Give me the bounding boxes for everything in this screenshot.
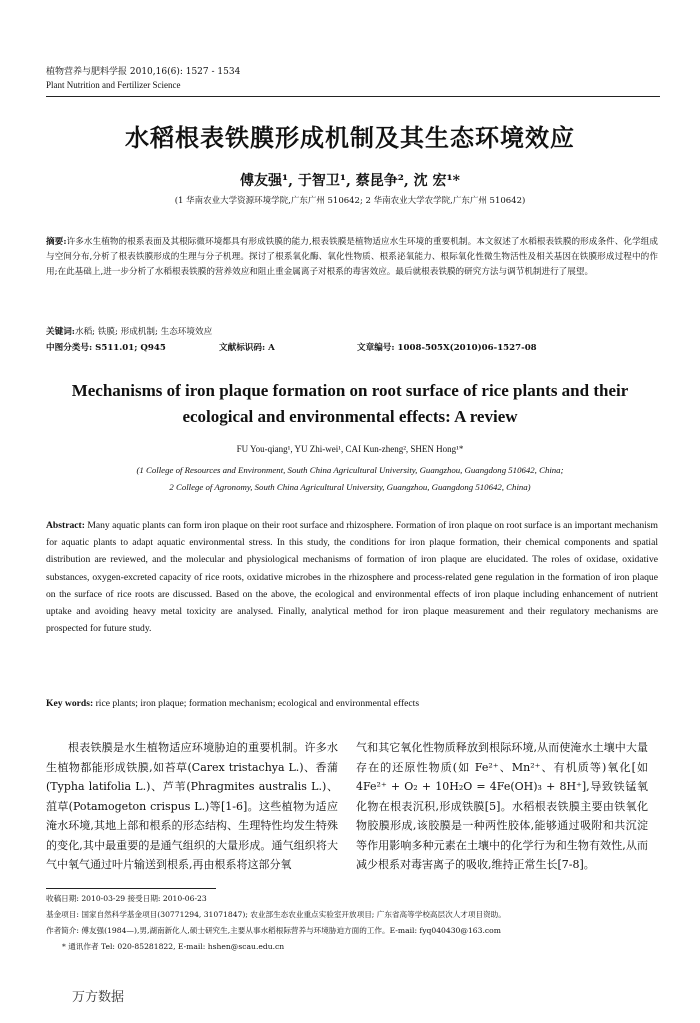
clc-number: 中图分类号: S511.01; Q945 <box>46 343 166 353</box>
english-affiliation-2: 2 College of Agronomy, South China Agricultural University, Guangzhou, Guangdong 510642, China) <box>169 482 531 492</box>
english-title: Mechanisms of iron plaque formation on root surface of rice plants and their ecological and environmental effects: A review <box>71 381 629 426</box>
chinese-title: 水稻根表铁膜形成机制及其生态环境效应 <box>125 123 575 152</box>
english-authors: FU You-qiang¹, YU Zhi-wei¹, CAI Kun-zheng², SHEN Hong¹* <box>236 444 464 454</box>
english-abstract-text: Many aquatic plants can form iron plaque on their root surface and rhizosphere. Formation of iron plaque on root surface is an important mechanism for aquatic plants to adapt aquatic environmental stress. In this study, the conditions for iron plaque formation, their chemical components and spatial distribution are reviewed, and the molecular and physiological mechanisms of formation of iron plaque are elucidated. The roles of oxidase, oxidative substances, oxygen-excreted capacity of rice roots, oxidative microbes in the rhizosphere and process-related gene regulation in the formation of iron plaque on the surface of rice roots are discussed. Based on the above, the ecological and environmental effects of iron plaque including enhancement of nutrient uptake and avoiding heavy metal toxicity are analysed. Finally, analytical method for iron plaque measurement and their regulatory mechanisms are prospected for future study. <box>46 520 658 635</box>
footnote-author-bio: 作者简介: 傅友强(1984—),男,湖南新化人,硕士研究生,主要从事水稻根际营养与环境胁迫方面的工作。E-mail: fyq040430@163.com <box>46 926 501 935</box>
chinese-keywords-label: 关键词: <box>46 327 75 337</box>
footnote-divider <box>46 888 216 889</box>
watermark: 万方数据 <box>72 990 125 1005</box>
english-abstract-label: Abstract: <box>46 520 85 531</box>
journal-header <box>46 66 240 92</box>
english-affiliation-1: (1 College of Resources and Environment, South China Agricultural University, Guangzhou, Guangdong 510642, China; <box>136 465 564 475</box>
footnote-dates: 收稿日期: 2010-03-29 接受日期: 2010-06-23 <box>46 894 207 903</box>
footnote-funding: 基金项目: 国家自然科学基金项目(30771294, 31071847); 农业部生态农业重点实验室开放项目; 广东省高等学校高层次人才项目资助。 <box>46 910 506 919</box>
journal-name-cn: 植物营养与肥料学报 2010,16(6): 1527 - 1534 <box>46 67 241 77</box>
classification-line <box>46 341 666 353</box>
body-column-left: 根表铁膜是水生植物适应环境胁迫的重要机制。许多水生植物都能形成铁膜,如苔草(Carex tristachya L.)、香蒲(Typha latifolia L.)、芦苇(Phragmites australis L.)、菹草(Potamogeton crispus L.)等[1-6]。这些植物为适应淹水环境,其地上部和根系的形态结构、生理特性均发生特殊的变化,其中最重要的是通气组织的大量形成。通气组织将大气中氧气通过叶片输送到根系,再由根系将这部分氧 <box>46 741 338 871</box>
english-keywords <box>46 698 419 709</box>
journal-name-en: Plant Nutrition and Fertilizer Science <box>46 80 181 90</box>
english-abstract <box>46 517 658 637</box>
chinese-keywords-text: 水稻; 铁膜; 形成机制; 生态环境效应 <box>74 327 213 337</box>
chinese-abstract <box>46 235 658 280</box>
chinese-abstract-text: 许多水生植物的根系表面及其根际微环境都具有形成铁膜的能力,根表铁膜是植物适应水生环境的重要机制。本文叙述了水稻根表铁膜的形成条件、化学组成与空间分布,分析了根表铁膜形成的生理与分子机理。探讨了根系氧化酶、氧化性物质、根系泌氧能力、根际氧化性微生物活性及相关基因在铁膜形成过程中的作用;在此基础上,进一步分析了水稻根表铁膜的营养效应和阻止重金属离子对根系的毒害效应。最后就根表铁膜的研究方法与调节机制进行了展望。 <box>46 237 658 277</box>
body-column-right: 气和其它氧化性物质释放到根际环境,从而使淹水土壤中大量存在的还原性物质(如 Fe²⁺、Mn²⁺、有机质等)氧化[如 4Fe²⁺ + O₂ + 10H₂O = 4Fe(OH)₃ + 8H⁺],导致铁锰氧化物在根表沉积,形成铁膜[5]。水稻根表铁膜主要由铁氧化物胶膜形成,该胶膜是一种两性胶体,能够通过吸附和共沉淀等作用影响多种元素在土壤中的化学行为和生物有效性,从而减少根系对毒害离子的吸收,维持正常生长[7-8]。 <box>356 741 648 871</box>
chinese-keywords <box>46 325 212 337</box>
header-divider <box>46 96 660 97</box>
document-code: 文献标识码: A <box>219 343 275 353</box>
chinese-authors: 傅友强¹, 于智卫¹, 蔡昆争², 沈 宏¹* <box>240 173 460 189</box>
chinese-abstract-label: 摘要: <box>46 237 67 247</box>
english-keywords-text: rice plants; iron plaque; formation mechanism; ecological and environmental effects <box>95 698 420 709</box>
footnote-corresponding: * 通讯作者 Tel: 020-85281822, E-mail: hshen@scau.edu.cn <box>62 942 285 951</box>
english-affiliations <box>46 462 654 496</box>
article-number: 文章编号: 1008-505X(2010)06-1527-08 <box>357 343 537 353</box>
chinese-affiliations: (1 华南农业大学资源环境学院,广东广州 510642; 2 华南农业大学农学院,广东广州 510642) <box>174 196 526 206</box>
english-keywords-label: Key words: <box>46 698 94 709</box>
